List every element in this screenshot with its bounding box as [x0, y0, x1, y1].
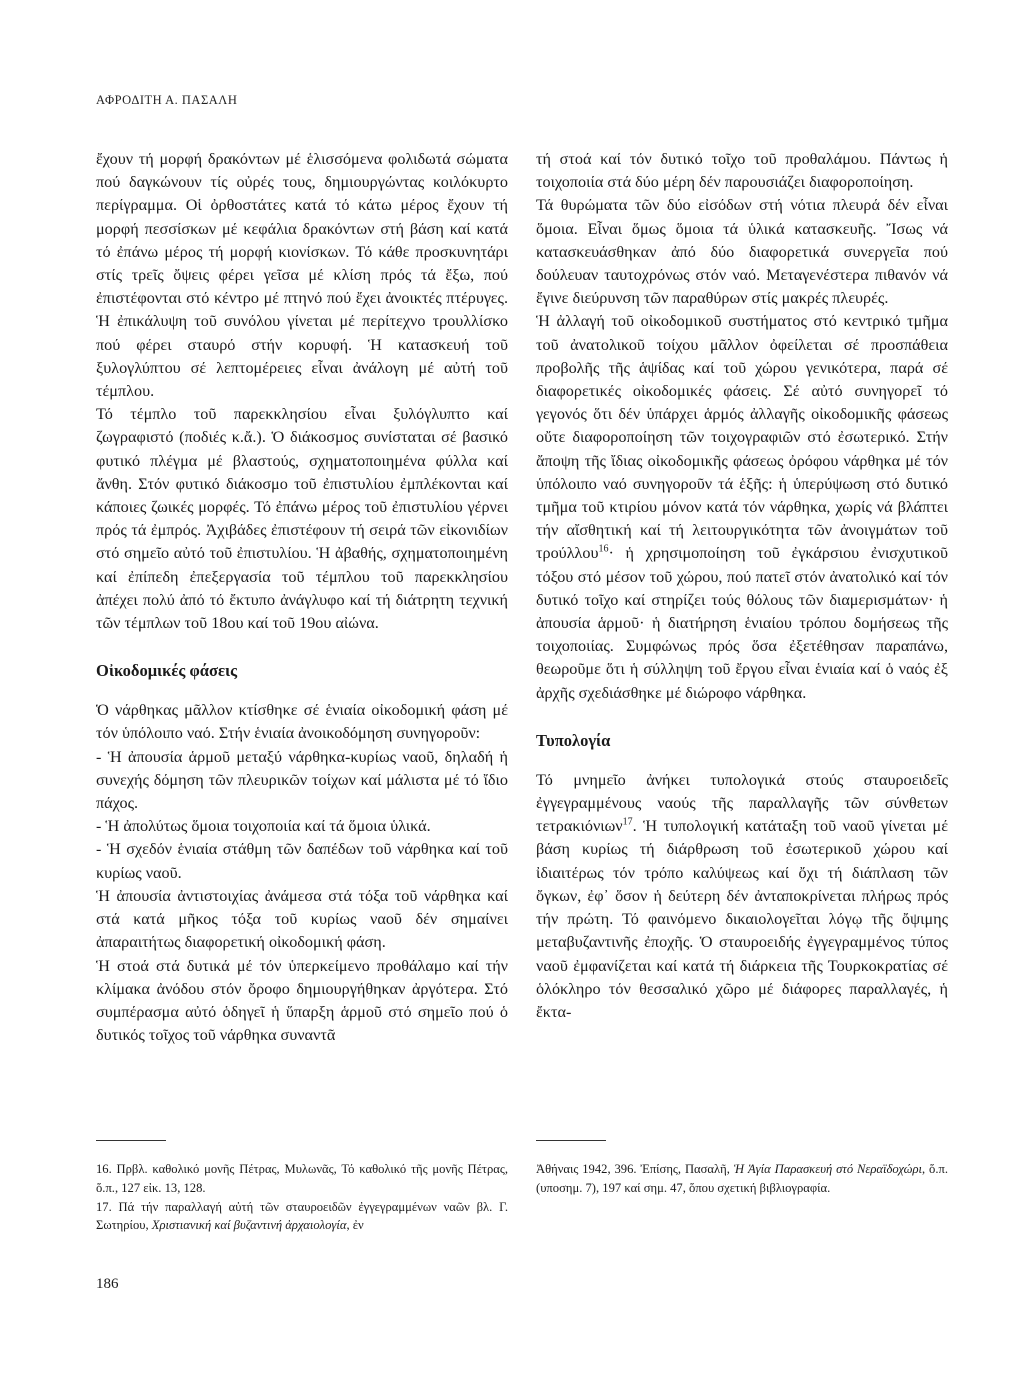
- footnote-ref-17[interactable]: 17: [622, 816, 633, 828]
- paragraph: Τό τέμπλο τοῦ παρεκκλησίου εἶναι ξυλόγλυπτο καί ζωγραφιστό (ποδιές κ.ἄ.). Ὁ διάκοσμος συνίσταται σέ βασικό φυτικό πλέγμα μέ βλαστούς, σχηματοποιημένα φύλλα καί ἄνθη. Στόν φυτικό διάκοσμο τοῦ ἐπιστυλίου ἐμπλέκονται καί κάποιες ζωικές μορφές. Τό ἐπάνω μέρος τοῦ ἐπιστυλίου γέρνει πρός τά ἐμπρός. Ἀχιβάδες ἐπιστέφουν τή σειρά τῶν εἰκονιδίων στό σημεῖο αὐτό τοῦ ἐπιστυλίου. Ἡ ἀβαθής, σχηματοποιημένη καί ἐπίπεδη ἐπεξεργασία τοῦ τέμπλου τοῦ παρεκκλησίου ἀπέχει πολύ ἀπό τό ἔκτυπο ἀνάγλυφο καί τή διάτρητη τεχνική τῶν τέμπλων τοῦ 18ου καί τοῦ 19ου αἰώνα.: [96, 405, 508, 633]
- footnote-rule: [96, 1140, 166, 1141]
- paragraph: [536, 769, 948, 1024]
- footnote-text: , ὅ.π. (υποσημ. 7), 197 καί σημ. 47, ὅπου σχετική βιβλιογραφία.: [536, 1162, 949, 1195]
- paragraph: Ὁ νάρθηκας μᾶλλον κτίσθηκε σέ ἑνιαία οἰκοδομική φάση μέ τόν ὑπόλοιπο ναό. Στήν ἑνιαία ἀνοικοδόμηση συνηγοροῦν:: [96, 701, 508, 743]
- footnote-text: , ἐν: [346, 1218, 364, 1233]
- footnotes-left: [96, 1160, 508, 1235]
- list-item: - Ἡ ἀπουσία ἁρμοῦ μεταξύ νάρθηκα-κυρίως ναοῦ, δηλαδή ἡ συνεχής δόμηση τῶν πλευρικῶν τοίχων καί μάλιστα μέ τό ἴδιο πάχος.: [96, 747, 508, 813]
- paragraph: Ἡ στοά στά δυτικά μέ τόν ὑπερκείμενο προθάλαμο καί τήν κλίμακα ἀνόδου στόν ὄροφο δημιουργήθηκαν ἀργότερα. Στό συμπέρασμα αὐτό ὁδηγεῖ ἡ ὕπαρξη ἁρμοῦ στό σημεῖο πού ὁ δυτικός τοῖχος τοῦ νάρθηκα συναντᾶ: [96, 956, 508, 1045]
- footnote-continued: [536, 1160, 948, 1198]
- paragraph: τή στοά καί τόν δυτικό τοῖχο τοῦ προθαλάμου. Πάντως ἡ τοιχοποιία στά δύο μέρη δέν παρουσιάζει διαφοροποίηση.: [536, 150, 948, 192]
- list-item: - Ἡ ἀπολύτως ὅμοια τοιχοποιία καί τά ὅμοια ὑλικά.: [96, 817, 431, 836]
- paragraph: ἔχουν τή μορφή δρακόντων μέ ἑλισσόμενα φολιδωτά σώματα πού δαγκώνουν τίς οὐρές τους, δημιουργώντας κοιλόκυρτο περίγραμμα. Οἱ ὀρθοστάτες κατά τό κάτω μέρος ἔχουν τή μορφή πεσσίσκων μέ κεφάλια δρακόντων στή βάση καί κατά τό ἐπάνω μέρος τή μορφή κιονίσκων. Τό κάθε προσκυνητάρι στίς τρεῖς ὄψεις φέρει γεῖσα μέ κλίση πρός τά ἔξω, πού ἐπιστέφονται στό κέντρο μέ πτηνό πού ἔχει ἀνοικτές πτέρυγες. Ἡ ἐπικάλυψη τοῦ συνόλου γίνεται μέ περίτεχνο τρουλλίσκο πού φέρει σταυρό στήν κορυφή. Ἡ κατασκευή τοῦ ξυλογλύπτου σέ λεπτομέρειες εἶναι ἀνάλογη μέ αὐτή τοῦ τέμπλου.: [96, 150, 508, 401]
- paragraph-text: Ἡ ἀλλαγή τοῦ οἰκοδομικοῦ συστήματος στό κεντρικό τμῆμα τοῦ ἀνατολικοῦ τοίχου μᾶλλον ὀφείλεται σέ προσπάθεια προβολῆς τῆς ἁψίδας καί τοῦ χώρου γενικότερα, παρά σέ διαφορετικές οἰκοδομικές φάσεις. Σέ αὐτό συνηγορεῖ τό γεγονός ὅτι δέν ὑπάρχει ἁρμός ἀλλαγῆς οἰκοδομικῆς φάσεως οὔτε διαφοροποίηση τῶν τοιχογραφιῶν στό ἐσωτερικό. Στήν ἄποψη τῆς ἴδιας οἰκοδομικῆς φάσεως ὀρόφου νάρθηκα μέ τόν ὑπόλοιπο ναό συνηγοροῦν τά ἑξῆς: ἡ ὑπερύψωση στό δυτικό τμῆμα τοῦ κτιρίου μόνον κατά τόν νάρθηκα, χωρίς νά βλάπτει τήν αἴσθητική καί τή λειτουργικότητα τῶν ἀνοιγμάτων τοῦ τρούλλου: [536, 312, 948, 563]
- paragraph-text: Τό μνημεῖο ἀνήκει τυπολογικά στούς σταυροειδεῖς ἐγγεγραμμένους ναούς τῆς παραλλαγῆς τῶν σύνθετων τετρακιόνιων: [536, 770, 948, 836]
- footnote-title: Ἡ Ἁγία Παρασκευή στό Νεραϊδοχώρι: [733, 1162, 923, 1176]
- footnote-16: 16. Πρβλ. καθολικό μονῆς Πέτρας, Μυλωνᾶς, Τό καθολικό τῆς μονῆς Πέτρας, ὅ.π., 127 εἰκ. 13, 128.: [96, 1162, 508, 1195]
- page-number: 186: [96, 1276, 119, 1292]
- paragraph: Τά θυρώματα τῶν δύο εἰσόδων στή νότια πλευρά δέν εἶναι ὅμοια. Εἶναι ὅμως ὅμοια τά ὑλικά κατασκευῆς. Ἴσως νά κατασκευάσθηκαν ἀπό δύο διαφορετικά συνεργεῖα πού δούλευαν ταυτοχρόνως στόν ναό. Μεταγενέστερα πιθανόν νά ἔγινε διεύρυνση τῶν παραθύρων στίς μακρές πλευρές.: [536, 196, 948, 308]
- footnotes-right: [536, 1160, 948, 1198]
- right-column: [536, 148, 948, 1024]
- footnote-rule: [536, 1140, 606, 1141]
- section-heading: Τυπολογία: [536, 730, 611, 750]
- running-head: ΑΦΡΟΔΙΤΗ Α. ΠΑΣΑΛΗ: [96, 93, 238, 107]
- footnote-title: Χριστιανική καί βυζαντινή ἀρχαιολογία: [151, 1218, 347, 1233]
- paragraph: [536, 310, 948, 704]
- paragraph: Ἡ ἀπουσία ἀντιστοιχίας ἀνάμεσα στά τόξα τοῦ νάρθηκα καί στά κατά μῆκος τόξα τοῦ κυρίως ναοῦ δέν σημαίνει ἀπαραιτήτως διαφορετική οἰκοδομική φάση.: [96, 886, 508, 952]
- section-heading: Οἰκοδομικές φάσεις: [96, 661, 238, 681]
- list-item: - Ἡ σχεδόν ἑνιαία στάθμη τῶν δαπέδων τοῦ νάρθηκα καί τοῦ κυρίως ναοῦ.: [96, 840, 508, 882]
- paragraph-text: · ἡ χρησιμοποίηση τοῦ ἐγκάρσιου ἐνισχυτικοῦ τόξου στό μέσον τοῦ χώρου, πού πατεῖ στόν ἀνατολικό καί τόν δυτικό τοῖχο καί στηρίζει τούς θόλους τῶν διαμερισμάτων· ἡ ἀπουσία ἁρμοῦ· ἡ διατήρηση ἑνιαίου τρόπου δομήσεως τῆς τοιχοποιίας. Συμφώνως πρός ὅσα ἐξετέθησαν παραπάνω, θεωροῦμε ὅτι ἡ σύλληψη τοῦ ἔργου εἶναι ἑνιαία καί ὁ ναός ἐξ ἀρχῆς σχεδιάσθηκε μέ διώροφο νάρθηκα.: [536, 544, 948, 702]
- footnote-text: Ἀθήναις 1942, 396. Ἐπίσης, Πασαλῆ,: [536, 1162, 734, 1176]
- footnote-17: [96, 1198, 508, 1236]
- left-column: [96, 148, 508, 1047]
- paragraph-text: . Ἡ τυπολογική κατάταξη τοῦ ναοῦ γίνεται μέ βάση κυρίως τή διάρθρωση τοῦ ἐσωτερικοῦ χώρου καί ἰδιαιτέρως τόν τρόπο καλύψεως καί ὄχι τή διάπλαση τῶν ὄγκων, ἐφ᾽ ὅσον ἡ δεύτερη δέν ἀνταποκρίνεται πλήρως πρός τήν πρώτη. Τό φαινόμενο δικαιολογεῖται λόγῳ τῆς ὄψιμης μεταβυζαντινῆς ἐποχῆς. Ὁ σταυροειδής ἐγγεγραμμένος τύπος ναοῦ ἐμφανίζεται καί κατά τή διάρκεια τῆς Τουρκοκρατίας σέ ὁλόκληρο τόν θεσσαλικό χῶρο μέ διάφορες παραλλαγές, ἡ ἔκτα-: [536, 817, 948, 1021]
- footnote-text: 17. Πά τήν παραλλαγή αὐτή τῶν σταυροειδῶν ἐγγεγραμμένων ναῶν βλ. Γ. Σωτηρίου,: [96, 1199, 508, 1233]
- footnote-ref-16[interactable]: 16: [598, 544, 609, 556]
